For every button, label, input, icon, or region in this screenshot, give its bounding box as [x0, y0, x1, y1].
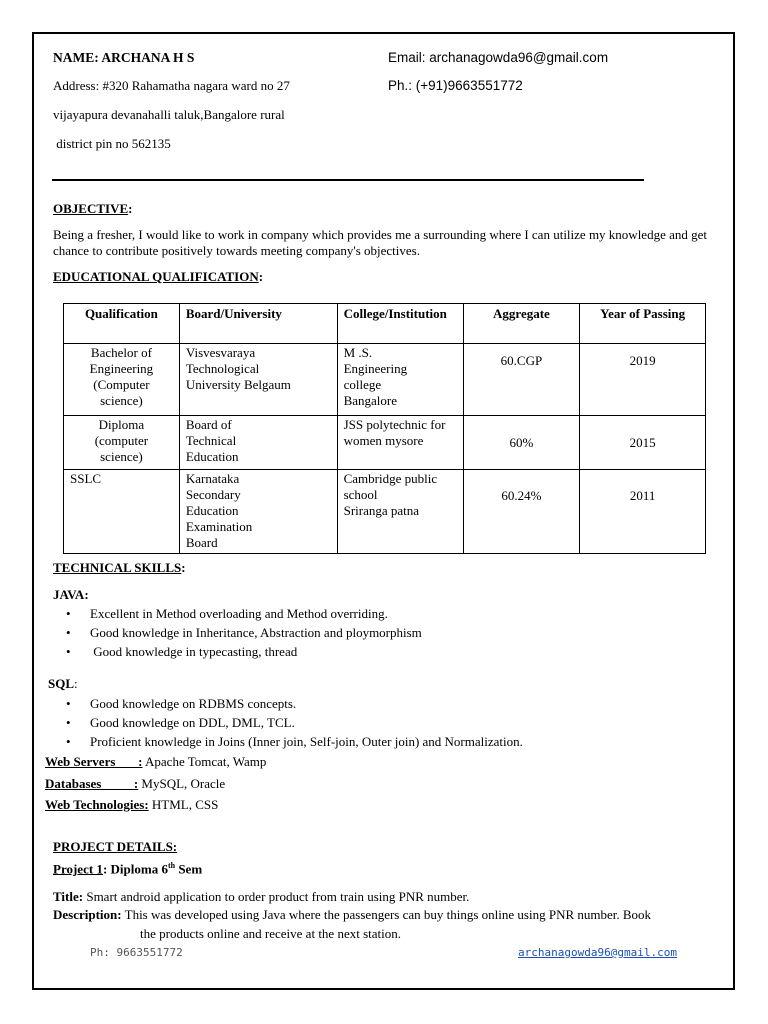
cell-qualification: Bachelor of Engineering (Computer science)	[64, 344, 180, 416]
java-skill-list	[62, 604, 422, 661]
footer-email-link[interactable]: archanagowda96@gmail.com	[518, 946, 677, 959]
cell-college: M .S. Engineering college Bangalore	[337, 344, 463, 416]
cell-qualification: SSLC	[64, 470, 180, 554]
cell-aggregate: 60%	[463, 416, 580, 470]
table-row	[64, 344, 706, 416]
cell-year: 2011	[580, 470, 706, 554]
col-college: College/Institution	[337, 304, 463, 344]
address-line-2: vijayapura devanahalli taluk,Bangalore rural	[53, 107, 285, 122]
cell-qualification: Diploma (computer science)	[64, 416, 180, 470]
address-line-1: Address: #320 Rahamatha nagara ward no 27	[53, 78, 290, 93]
footer-phone: Ph: 9663551772	[90, 946, 183, 959]
list-item: • Good knowledge in typecasting, thread	[62, 642, 422, 661]
col-qualification: Qualification	[64, 304, 180, 344]
skills-heading: TECHNICAL SKILLS:	[53, 560, 186, 575]
cell-aggregate: 60.24%	[463, 470, 580, 554]
list-item: • Good knowledge in Inheritance, Abstraction and ploymorphism	[62, 623, 422, 642]
sql-skill-list	[62, 694, 523, 751]
col-year: Year of Passing	[580, 304, 706, 344]
objective-heading: OBJECTIVE:	[53, 201, 133, 216]
project-title-line: Title: Smart android application to order product from train using PNR number.	[53, 889, 470, 904]
education-table-header	[64, 304, 706, 344]
cell-college: JSS polytechnic for women mysore	[337, 416, 463, 470]
cell-year: 2015	[580, 416, 706, 470]
list-item: • Good knowledge on RDBMS concepts.	[62, 694, 523, 713]
table-row	[64, 470, 706, 554]
table-row	[64, 416, 706, 470]
databases-line: Databases : MySQL, Oracle	[45, 776, 226, 791]
address-line-3: district pin no 562135	[53, 136, 171, 151]
header-divider	[52, 179, 644, 181]
email-text: Email: archanagowda96@gmail.com	[388, 50, 609, 65]
cell-year: 2019	[580, 344, 706, 416]
web-technologies-line: Web Technologies: HTML, CSS	[45, 797, 219, 812]
cell-college: Cambridge public school Sriranga patna	[337, 470, 463, 554]
list-item: • Excellent in Method overloading and Method overriding.	[62, 604, 422, 623]
project-1-title: Project 1: Diploma 6th Sem	[53, 861, 203, 877]
sql-label: SQL:	[48, 676, 78, 691]
list-item: • Good knowledge on DDL, DML, TCL.	[62, 713, 523, 732]
web-servers-line: Web Servers : Apache Tomcat, Wamp	[45, 754, 267, 769]
project-description-cont: the products online and receive at the next station.	[140, 926, 401, 941]
java-label: JAVA:	[53, 587, 89, 602]
col-aggregate: Aggregate	[463, 304, 580, 344]
cell-board: Visvesvaraya Technological University Belgaum	[179, 344, 337, 416]
candidate-name: NAME: ARCHANA H S	[53, 50, 195, 65]
project-description-line: Description: This was developed using Java where the passengers can buy things online using PNR number. Book	[53, 907, 652, 922]
list-item: • Proficient knowledge in Joins (Inner join, Self-join, Outer join) and Normalization.	[62, 732, 523, 751]
cell-board: Karnataka Secondary Education Examination Board	[179, 470, 337, 554]
cell-aggregate: 60.CGP	[463, 344, 580, 416]
cell-board: Board of Technical Education	[179, 416, 337, 470]
education-heading: EDUCATIONAL QUALIFICATION:	[53, 269, 264, 284]
education-table	[63, 303, 706, 554]
projects-heading: PROJECT DETAILS:	[53, 839, 178, 854]
objective-text: Being a fresher, I would like to work in company which provides me a surrounding where I can utilize my knowledge and get chance to contribute positively towards meeting company's objectives.	[53, 227, 707, 258]
phone-text: Ph.: (+91)9663551772	[388, 78, 523, 93]
col-board: Board/University	[179, 304, 337, 344]
